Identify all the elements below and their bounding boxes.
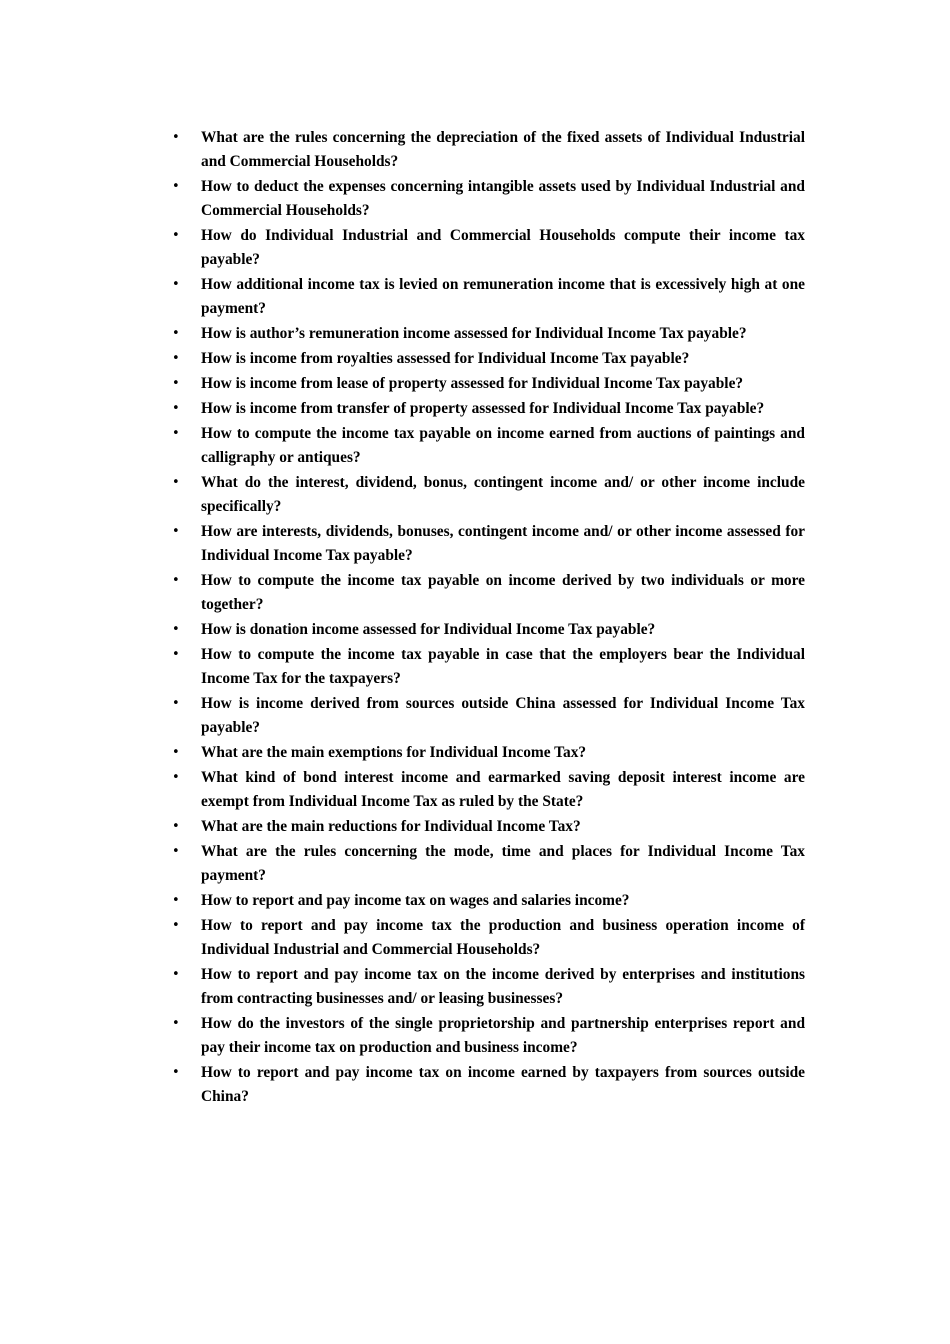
question-text: How is income from transfer of property assessed for Individual Income Tax payable? <box>201 400 765 417</box>
list-item <box>172 471 805 519</box>
question-text: How to report and pay income tax on income earned by taxpayers from sources outside China? <box>201 1064 805 1105</box>
list-item <box>172 520 805 568</box>
bullet-icon: • <box>172 426 180 441</box>
list-item <box>172 273 805 321</box>
bullet-icon: • <box>172 401 180 416</box>
list-item <box>172 963 805 1011</box>
list-item <box>172 126 805 174</box>
list-item <box>172 889 805 913</box>
question-text: What are the rules concerning the depreciation of the fixed assets of Individual Industrial and Commercial Households? <box>201 129 805 170</box>
question-text: How do the investors of the single proprietorship and partnership enterprises report and pay their income tax on production and business income? <box>201 1015 805 1056</box>
question-text: What kind of bond interest income and earmarked saving deposit interest income are exempt from Individual Income Tax as ruled by the State? <box>201 769 805 810</box>
question-text: How do Individual Industrial and Commercial Households compute their income tax payable? <box>201 227 805 268</box>
list-item <box>172 422 805 470</box>
question-text: What are the main exemptions for Individual Income Tax? <box>201 744 587 761</box>
list-item <box>172 322 805 346</box>
question-text: How is donation income assessed for Individual Income Tax payable? <box>201 621 656 638</box>
bullet-icon: • <box>172 228 180 243</box>
bullet-icon: • <box>172 277 180 292</box>
question-text: How to report and pay income tax on wages and salaries income? <box>201 892 630 909</box>
question-text: How are interests, dividends, bonuses, contingent income and/ or other income assessed for Individual Income Tax payable? <box>201 523 805 564</box>
question-text: How to report and pay income tax the production and business operation income of Individual Industrial and Commercial Households? <box>201 917 805 958</box>
question-text: What do the interest, dividend, bonus, contingent income and/ or other income include specifically? <box>201 474 805 515</box>
list-item <box>172 224 805 272</box>
bullet-icon: • <box>172 696 180 711</box>
question-text: How is author’s remuneration income assessed for Individual Income Tax payable? <box>201 325 747 342</box>
bullet-icon: • <box>172 524 180 539</box>
bullet-icon: • <box>172 647 180 662</box>
question-text: How is income derived from sources outside China assessed for Individual Income Tax payable? <box>201 695 805 736</box>
list-item <box>172 1012 805 1060</box>
bullet-icon: • <box>172 376 180 391</box>
bullet-icon: • <box>172 819 180 834</box>
question-text: How to compute the income tax payable on income earned from auctions of paintings and calligraphy or antiques? <box>201 425 805 466</box>
bullet-icon: • <box>172 844 180 859</box>
list-item <box>172 643 805 691</box>
bullet-icon: • <box>172 770 180 785</box>
question-text: How is income from lease of property assessed for Individual Income Tax payable? <box>201 375 744 392</box>
bullet-icon: • <box>172 475 180 490</box>
question-text: How additional income tax is levied on remuneration income that is excessively high at one payment? <box>201 276 805 317</box>
list-item <box>172 1061 805 1109</box>
list-item <box>172 766 805 814</box>
list-item <box>172 372 805 396</box>
bullet-icon: • <box>172 622 180 637</box>
bullet-icon: • <box>172 893 180 908</box>
list-item <box>172 347 805 371</box>
question-text: How to compute the income tax payable in case that the employers bear the Individual Income Tax for the taxpayers? <box>201 646 805 687</box>
question-text: How to compute the income tax payable on income derived by two individuals or more together? <box>201 572 805 613</box>
bullet-icon: • <box>172 573 180 588</box>
list-item <box>172 618 805 642</box>
question-text: How to report and pay income tax on the income derived by enterprises and institutions from contracting businesses and/ or leasing businesses? <box>201 966 805 1007</box>
list-item <box>172 815 805 839</box>
bullet-icon: • <box>172 918 180 933</box>
list-item <box>172 397 805 421</box>
question-text: What are the main reductions for Individual Income Tax? <box>201 818 581 835</box>
bullet-icon: • <box>172 326 180 341</box>
list-item <box>172 175 805 223</box>
question-list <box>172 126 805 1110</box>
bullet-icon: • <box>172 130 180 145</box>
bullet-icon: • <box>172 745 180 760</box>
bullet-icon: • <box>172 179 180 194</box>
list-item <box>172 692 805 740</box>
list-item <box>172 569 805 617</box>
list-item <box>172 741 805 765</box>
bullet-icon: • <box>172 967 180 982</box>
list-item <box>172 914 805 962</box>
bullet-icon: • <box>172 1016 180 1031</box>
question-text: How to deduct the expenses concerning intangible assets used by Individual Industrial and Commercial Households? <box>201 178 805 219</box>
question-text: How is income from royalties assessed for Individual Income Tax payable? <box>201 350 690 367</box>
list-item <box>172 840 805 888</box>
question-text: What are the rules concerning the mode, time and places for Individual Income Tax payment? <box>201 843 805 884</box>
bullet-icon: • <box>172 1065 180 1080</box>
bullet-icon: • <box>172 351 180 366</box>
